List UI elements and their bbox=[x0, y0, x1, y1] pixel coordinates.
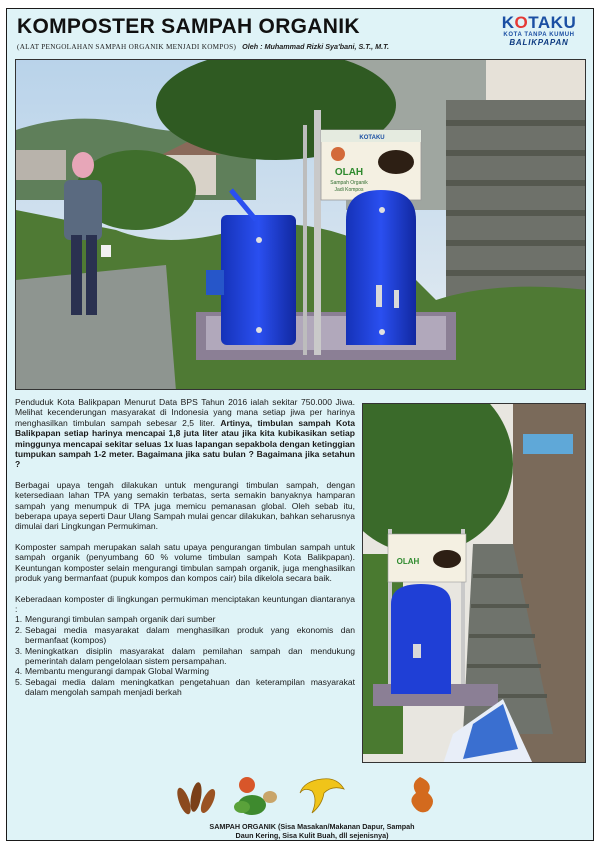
list-item: 4. Membantu mengurangi dampak Global Warming bbox=[15, 666, 210, 677]
list-item: 3. Meningkatkan disiplin masyarakat dalam pemilahan sampah dan mendukung pemerintah dalam pengelolaan sistem persampahan. bbox=[15, 645, 355, 666]
list-item: 1. Mengurangi timbulan sampah organik dari sumber bbox=[15, 614, 216, 625]
hanging-cloth bbox=[523, 434, 573, 454]
banana-peel-icon bbox=[300, 779, 344, 813]
page-subtitle bbox=[17, 42, 487, 51]
logo-brand-o: O bbox=[514, 13, 529, 32]
building-upper bbox=[486, 60, 586, 100]
organic-waste-illustrations bbox=[172, 771, 452, 819]
paragraph-intro bbox=[15, 397, 355, 470]
author-credit: Oleh : Muhammad Rizki Sya'bani, S.T., M.T. bbox=[242, 42, 389, 51]
page-title: KOMPOSTER SAMPAH ORGANIK bbox=[17, 15, 360, 38]
hero-photo bbox=[15, 59, 586, 390]
organic-items bbox=[172, 771, 452, 819]
house bbox=[16, 150, 66, 180]
poster-page bbox=[6, 8, 594, 841]
bin-tap bbox=[413, 644, 421, 658]
logo-brand: KOTAKU bbox=[501, 13, 577, 32]
intro-bold-text: Artinya, timbulan sampah Kota Balikpapan setiap harinya mencapai 1,8 juta liter atau jika kita kubikasikan setiap minggunya mencapai sekitar seluas 1x luas lapangan sepakbola dengan ketinggian tumpukan sampah 1-2 meter. Bagaimana jika satu bulan ? Bagaimana jika setahun ? bbox=[15, 417, 356, 470]
sign-text-sub: Sampah Organik bbox=[330, 180, 368, 186]
hero-scene bbox=[16, 60, 586, 390]
sign-post bbox=[303, 125, 307, 355]
composter-bin-right bbox=[346, 190, 416, 345]
side-sign-board bbox=[388, 534, 466, 582]
article-body bbox=[15, 397, 355, 698]
sign-brand: KOTAKU bbox=[359, 135, 385, 141]
stone-stairs bbox=[446, 100, 586, 300]
side-sign-olah: OLAH bbox=[396, 557, 420, 566]
paragraph-komposter: Komposter sampah merupakan salah satu upaya pengurangan timbulan sampah untuk sampah organik (penyumbang 60 % volume timbulan sampah Kota Balikpapan). Keuntungan komposter selain mengurangi timbulan sampah organik, juga menghasilkan produk yang bermanfaat (pupuk kompos dan kompos cair) bila dikelola secara baik. bbox=[15, 541, 355, 584]
paragraph-benefits-intro: Keberadaan komposter di lingkungan permukiman menciptakan keuntungan diantaranya : bbox=[15, 593, 355, 614]
list-item: 5. Sebagai media dalam meningkatkan pengetahuan dan keterampilan masyarakat dalam mengolah sampah menjadi berkah bbox=[15, 676, 355, 698]
sign-text-olah: OLAH bbox=[334, 167, 364, 178]
fruit-skin-icon bbox=[411, 777, 433, 812]
list-item: 2. Sebagai media masyarakat dalam menghasilkan produk yang ekonomis dan bermanfaat (kompos) bbox=[15, 624, 355, 646]
caption-line: SAMPAH ORGANIK (Sisa Masakan/Makanan Dapur, Sampah bbox=[209, 822, 415, 831]
sign-post bbox=[314, 110, 321, 355]
kotaku-logo bbox=[493, 13, 585, 57]
sign-text-sub2: Jadi Kompos bbox=[334, 187, 364, 193]
intro-text: Penduduk Kota Balikpapan Menurut Data BPS Tahun 2016 ialah sekitar 750.000 Jiwa. Melihat kecenderungan masyarakat di Indonesia yang mana setiap jiwa per harinya menghasilkan timbulan sampah sebesar 2,5 liter. bbox=[15, 397, 355, 428]
logo-city: BALIKPAPAN bbox=[509, 38, 569, 47]
subtitle-text: (ALAT PENGOLAHAN SAMPAH ORGANIK MENJADI KOMPOS) bbox=[17, 43, 237, 51]
benefits-list bbox=[15, 614, 355, 697]
sign-board bbox=[321, 130, 421, 200]
side-scene bbox=[363, 404, 586, 763]
organic-caption bbox=[167, 822, 457, 840]
logo-tagline: KOTA TANPA KUMUH bbox=[503, 32, 575, 38]
paragraph-efforts: Berbagai upaya tengah dilakukan untuk mengurangi timbulan sampah, dengan ketersediaan lahan TPA yang semakin terbatas, serta semakin banyaknya hamparan sampah yang menumpuk di TPA juga memicu pemanasan global. Oleh sebab itu, beberapa upaya seperti Daur Ulang Sampah mulai gencar dilakukan, bahkan seharusnya dimulai dari Lingkungan Permukiman. bbox=[15, 479, 355, 532]
side-composter-bin bbox=[391, 584, 451, 694]
side-photo bbox=[362, 403, 586, 763]
vegetable-scraps-icon bbox=[234, 777, 277, 815]
caption-line: Daun Kering, Sisa Kulit Buah, dll sejenisnya) bbox=[235, 831, 389, 840]
dry-leaves-icon bbox=[175, 781, 219, 816]
